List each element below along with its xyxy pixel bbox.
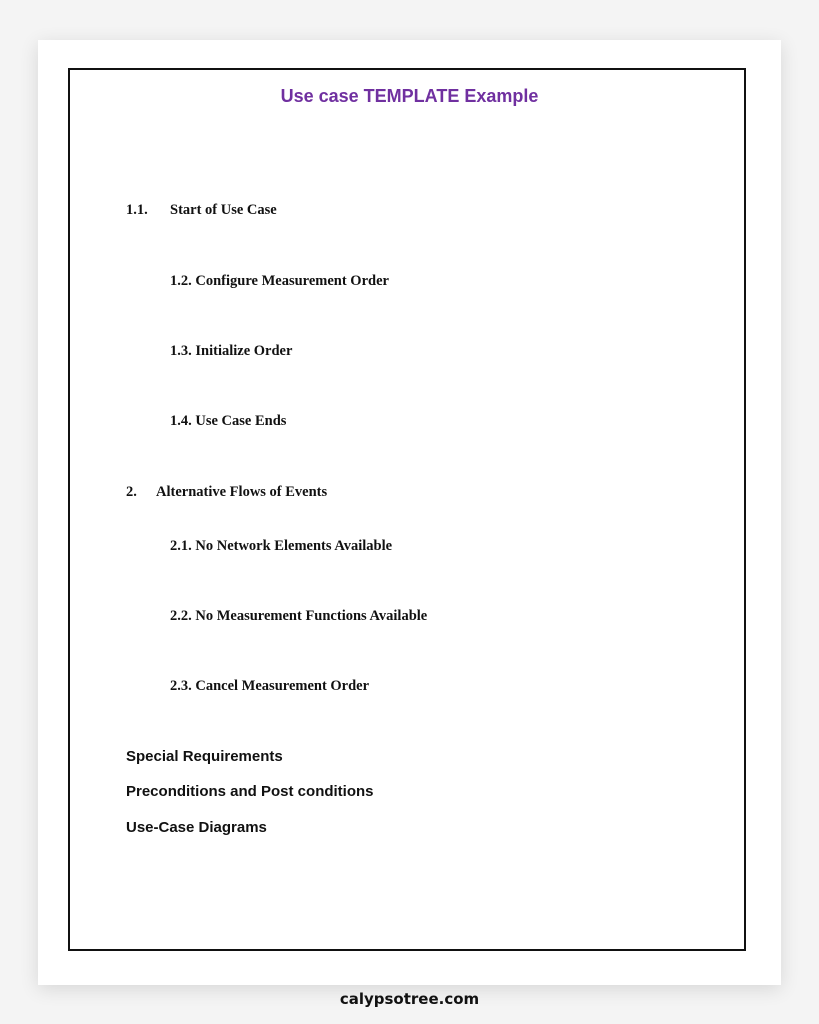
section-number: 2. (126, 484, 137, 500)
section-number: 1.2. (170, 273, 192, 289)
section-number: 2.1. (170, 538, 192, 554)
section-label: Alternative Flows of Events (156, 484, 328, 500)
section-label: Start of Use Case (170, 202, 277, 218)
heading-special-requirements: Special Requirements (126, 748, 283, 765)
document-title: Use case TEMPLATE Example (280, 86, 539, 106)
section-number: 2.3. (170, 678, 192, 694)
section-2-1 (170, 538, 392, 555)
section-label: Use Case Ends (195, 413, 287, 429)
section-2-2 (170, 608, 427, 625)
section-1-3 (170, 343, 292, 360)
section-1-2 (170, 273, 389, 290)
section-label: Configure Measurement Order (195, 273, 389, 289)
document-page (38, 40, 781, 985)
heading-preconditions: Preconditions and Post conditions (126, 783, 374, 800)
section-number: 1.4. (170, 413, 192, 429)
section-number: 1.3. (170, 343, 192, 359)
section-label: No Measurement Functions Available (195, 608, 428, 624)
heading-use-case-diagrams: Use-Case Diagrams (126, 819, 267, 836)
section-2 (126, 484, 327, 501)
section-label: Cancel Measurement Order (195, 678, 370, 694)
section-1-4 (170, 413, 286, 430)
section-number: 2.2. (170, 608, 192, 624)
section-number: 1.1. (126, 202, 148, 218)
section-label: No Network Elements Available (195, 538, 393, 554)
section-label: Initialize Order (195, 343, 293, 359)
section-1-1 (126, 202, 277, 219)
section-2-3 (170, 678, 369, 695)
footer-watermark: calypsotree.com (339, 990, 480, 1008)
